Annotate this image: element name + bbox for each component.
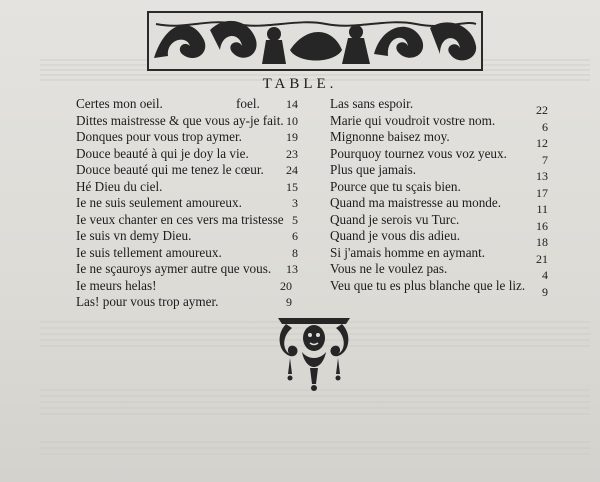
entry-page: 21 bbox=[536, 251, 548, 266]
entry-page: 4 bbox=[542, 268, 548, 282]
list-item bbox=[76, 294, 298, 311]
entry-title: Quand ma maistresse au monde. bbox=[330, 195, 502, 210]
entry-title: Si j'amais homme en aymant. bbox=[330, 244, 486, 260]
entry-title: Quand je serois vu Turc. bbox=[330, 211, 460, 227]
entry-page: 13 bbox=[286, 262, 298, 276]
entry-title: Douce beauté à qui je doy la vie. bbox=[76, 145, 249, 161]
entry-page: 24 bbox=[286, 163, 298, 177]
list-item bbox=[76, 113, 298, 130]
list-item bbox=[330, 112, 548, 134]
entry-title: Vous ne le voulez pas. bbox=[330, 261, 448, 276]
list-item bbox=[330, 195, 548, 216]
entry-page: 9 bbox=[286, 295, 292, 309]
entry-title: Ie veux chanter en ces vers ma tristesse bbox=[76, 211, 284, 227]
list-item bbox=[76, 245, 298, 262]
entry-title: Douce beauté qui me tenez le cœur. bbox=[76, 162, 264, 177]
list-item bbox=[76, 96, 298, 113]
entry-page: 20 bbox=[280, 278, 292, 293]
entry-page: 6 bbox=[542, 119, 548, 134]
entry-title: Plus que jamais. bbox=[330, 162, 417, 177]
entry-page: 11 bbox=[536, 202, 548, 216]
entry-page: 3 bbox=[292, 196, 298, 210]
list-item bbox=[330, 129, 548, 150]
list-item bbox=[76, 179, 298, 196]
list-item bbox=[330, 261, 548, 282]
list-item bbox=[330, 211, 548, 233]
entry-page: 15 bbox=[286, 179, 298, 194]
entry-title: Pourquoy tournez vous voz yeux. bbox=[330, 145, 507, 161]
entry-title: Ie meurs helas! bbox=[76, 277, 157, 293]
entry-page: 19 bbox=[286, 130, 298, 144]
entry-title: Hé Dieu du ciel. bbox=[76, 178, 163, 194]
entry-page: 8 bbox=[292, 245, 298, 260]
right-column bbox=[330, 96, 548, 299]
entry-title: Donques pour vous trop aymer. bbox=[76, 129, 242, 144]
entry-page: 9 bbox=[542, 284, 548, 299]
entry-page: 12 bbox=[536, 136, 548, 150]
entry-title: Ie suis tellement amoureux. bbox=[76, 244, 222, 260]
entry-title: Quand je vous dis adieu. bbox=[330, 228, 461, 243]
entry-page: 13 bbox=[536, 169, 548, 183]
list-item bbox=[330, 145, 548, 167]
entry-title: Ie suis vn demy Dieu. bbox=[76, 228, 192, 243]
list-item bbox=[76, 129, 298, 146]
list-item bbox=[76, 162, 298, 179]
entry-title: Ie ne sçauroys aymer autre que vous. bbox=[76, 261, 272, 276]
entry-page: 17 bbox=[536, 185, 548, 200]
list-item bbox=[330, 277, 548, 299]
entry-title: Las! pour vous trop aymer. bbox=[76, 294, 219, 309]
entry-page: 10 bbox=[286, 113, 298, 128]
entry-title: Ie ne suis seulement amoureux. bbox=[76, 195, 242, 210]
entry-page: 22 bbox=[536, 103, 548, 117]
list-item bbox=[76, 228, 298, 245]
entry-title: Las sans espoir. bbox=[330, 96, 414, 111]
entry-page: 16 bbox=[536, 218, 548, 233]
entry-page: 7 bbox=[542, 152, 548, 167]
entry-title: Dittes maistresse & que vous ay-je fait. bbox=[76, 112, 284, 128]
list-item bbox=[76, 212, 298, 229]
list-item bbox=[76, 278, 298, 295]
list-item bbox=[330, 96, 548, 117]
entry-page: 6 bbox=[292, 229, 298, 243]
entry-page: 23 bbox=[286, 146, 298, 161]
entry-title: Pource que tu sçais bien. bbox=[330, 178, 461, 194]
list-item bbox=[330, 162, 548, 183]
tailpiece-ornament bbox=[272, 312, 356, 398]
list-item bbox=[330, 244, 548, 266]
list-item bbox=[76, 195, 298, 212]
list-item bbox=[330, 228, 548, 249]
list-item bbox=[76, 261, 298, 278]
entry-page: 18 bbox=[536, 235, 548, 249]
entry-title: Certes mon oeil. bbox=[76, 96, 163, 111]
table-heading: TABLE. bbox=[262, 76, 338, 92]
entry-title: Marie qui voudroit vostre nom. bbox=[330, 112, 496, 128]
entry-title: Veu que tu es plus blanche que le liz. bbox=[330, 277, 526, 293]
entry-page: 14 bbox=[286, 97, 298, 111]
decorative-banner-ornament bbox=[146, 10, 484, 72]
entry-page: 5 bbox=[292, 212, 298, 227]
left-column bbox=[76, 96, 298, 311]
list-item bbox=[330, 178, 548, 200]
list-item bbox=[76, 146, 298, 163]
entry-extra: foel. bbox=[236, 96, 260, 111]
entry-title: Mignonne baisez moy. bbox=[330, 129, 450, 144]
